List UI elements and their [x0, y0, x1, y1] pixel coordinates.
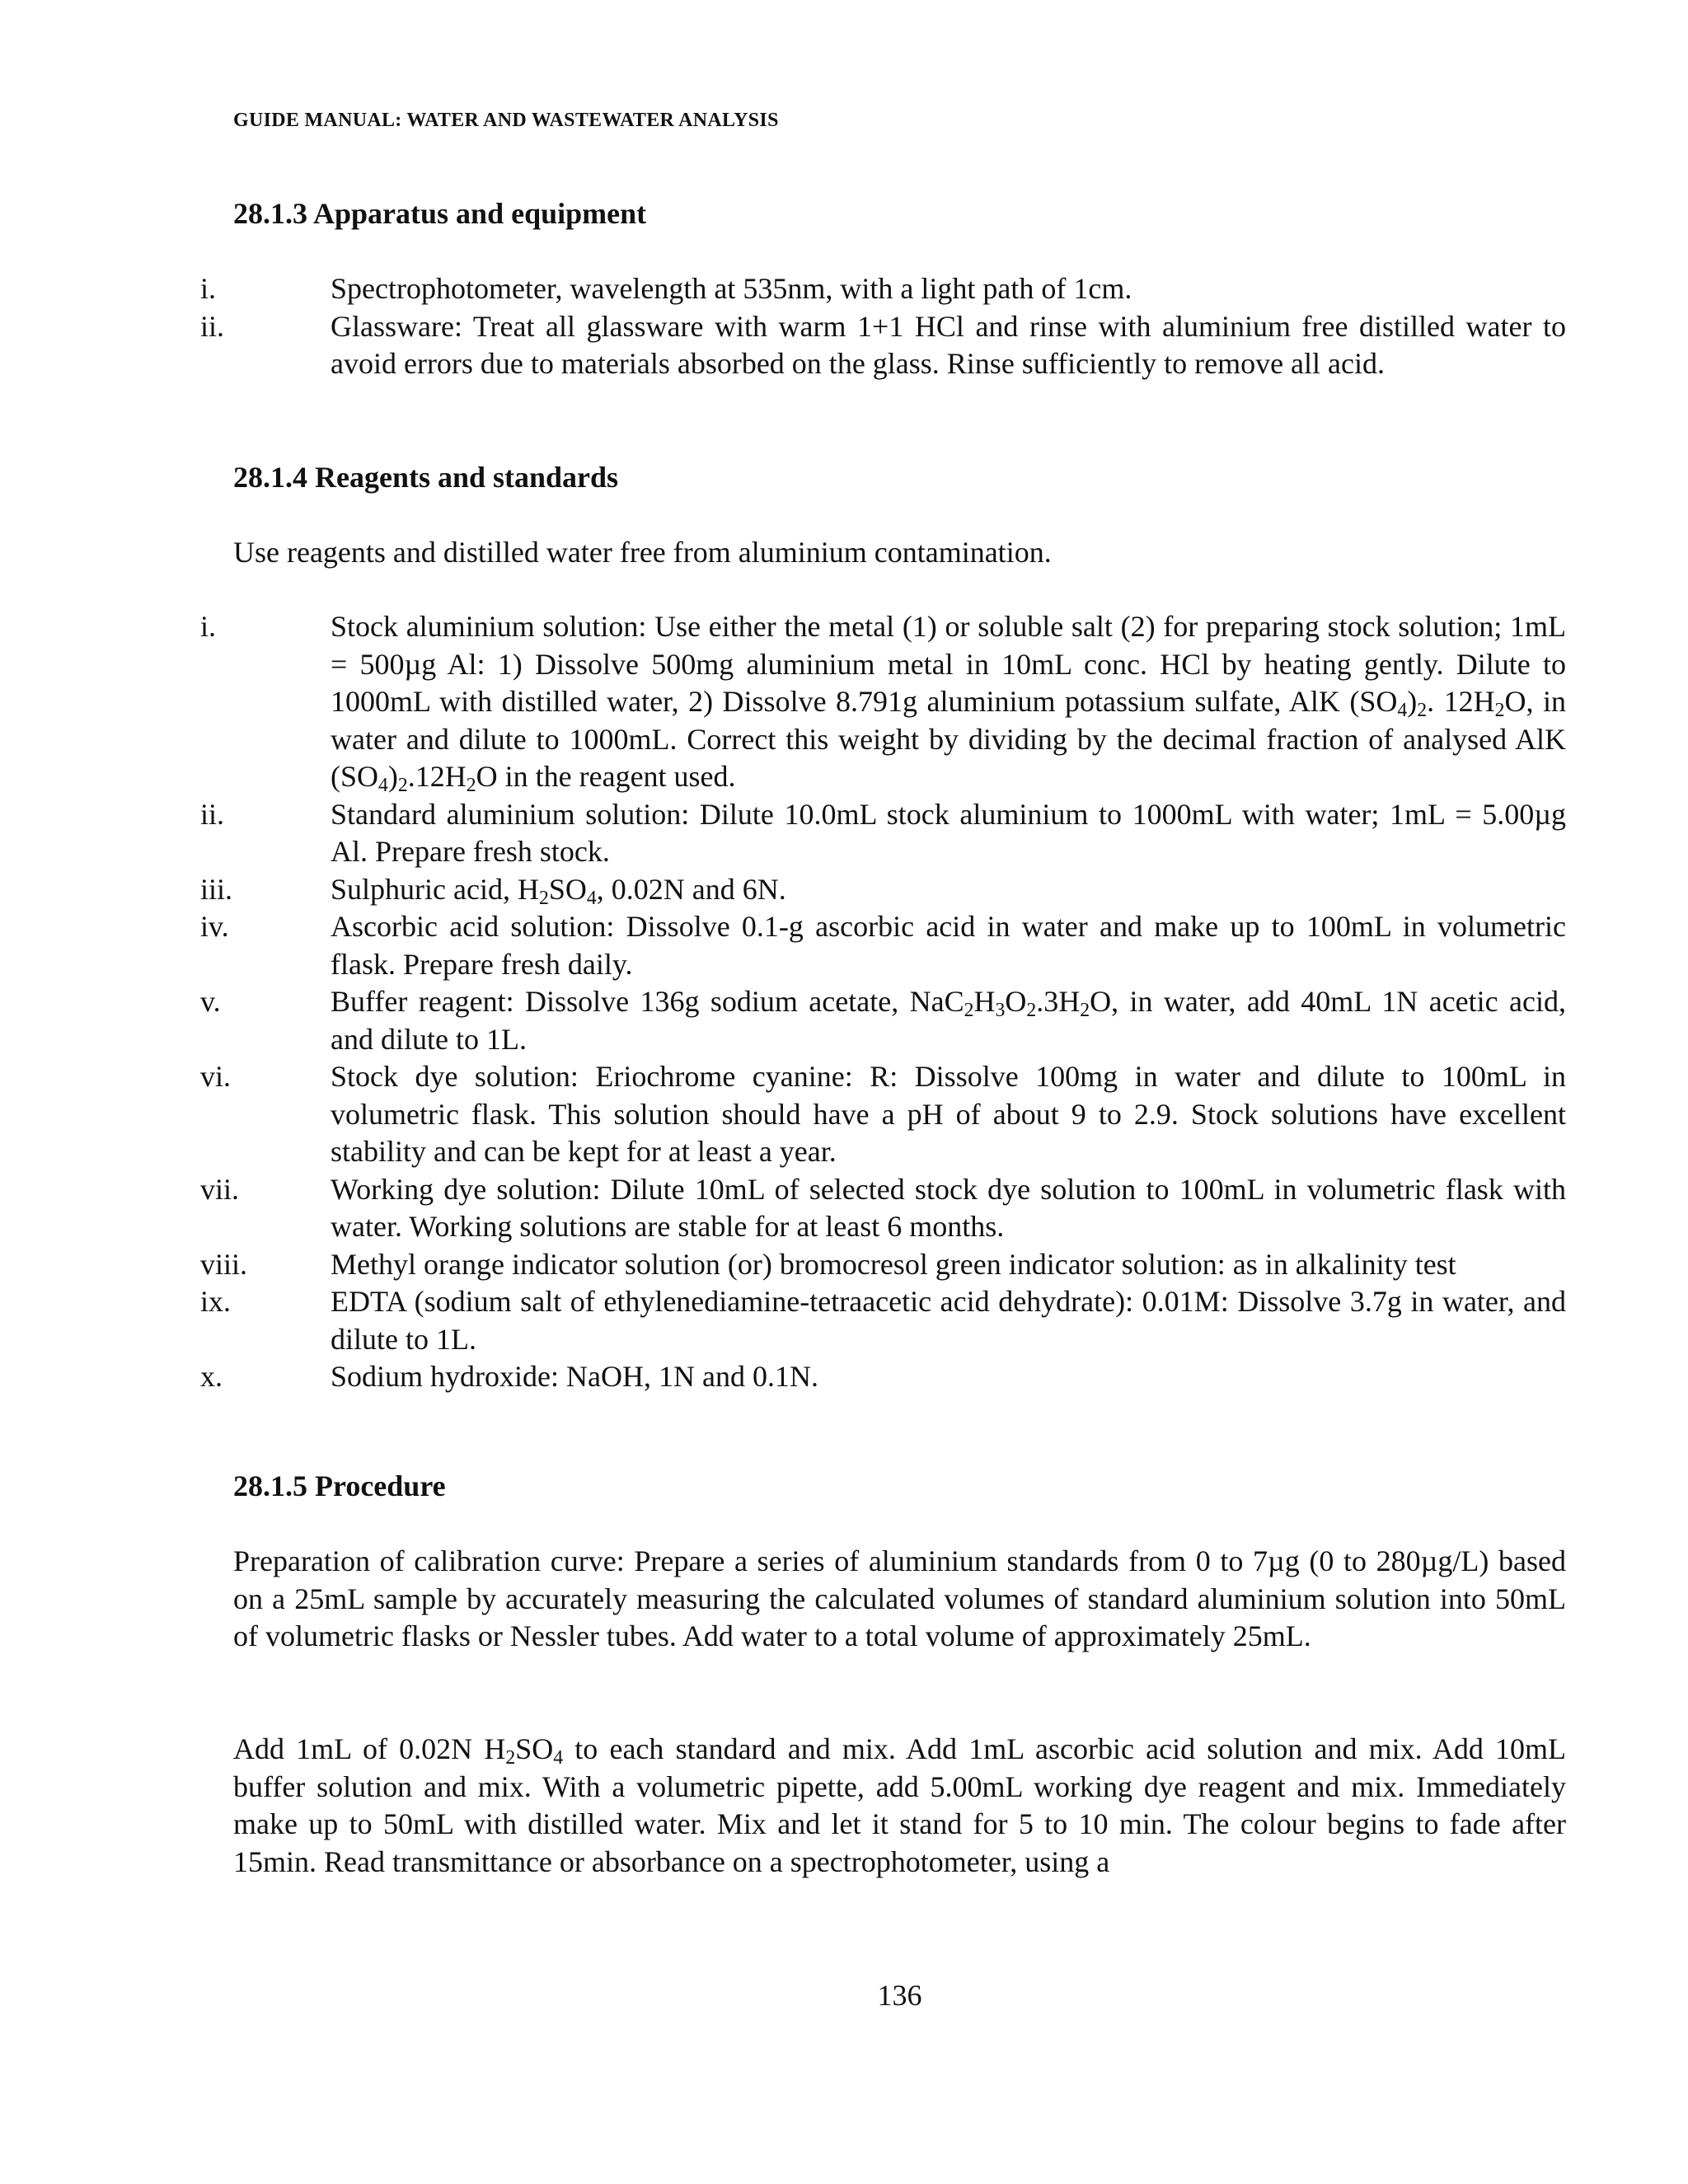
- list-number: viii.: [200, 1247, 248, 1281]
- list-number: iii.: [200, 872, 233, 906]
- list-text: Sulphuric acid, $H_2SO_4$, 0.02N and 6N.: [331, 872, 786, 909]
- reagents-intro: Use reagents and distilled water free from aluminium contamination.: [233, 536, 1052, 569]
- list-text: Standard aluminium solution: Dilute 10.0mL stock aluminium to 1000mL with water; 1mL = 5.00µg Al. Prepare fresh stock.: [331, 797, 1566, 868]
- list-text: Sodium hydroxide: NaOH, 1N and 0.1N.: [331, 1360, 818, 1393]
- section-heading-procedure: 28.1.5 Procedure: [233, 1469, 446, 1502]
- list-item: [200, 983, 1567, 1058]
- list-text: Methyl orange indicator solution (or) bromocresol green indicator solution: as in alkalinity test: [331, 1247, 1456, 1281]
- list-item: [200, 608, 1567, 796]
- procedure-paragraph-1: Preparation of calibration curve: Prepare a series of aluminium standards from 0 to 7µg (0 to 280µg/L) based on a 25mL sample by accurately measuring the calculated volumes of standard aluminium solution into 50mL of volumetric flasks or Nessler tubes. Add water to a total volume of approximately 25mL.: [233, 1544, 1566, 1652]
- section-heading-reagents: 28.1.4 Reagents and standards: [233, 461, 619, 494]
- list-item: [200, 1058, 1566, 1171]
- list-text: Spectrophotometer, wavelength at 535nm, with a light path of 1cm.: [331, 272, 1132, 305]
- list-item: [200, 270, 1566, 308]
- list-number: ix.: [200, 1285, 232, 1318]
- running-header: GUIDE MANUAL: WATER AND WASTEWATER ANALYSIS: [233, 110, 779, 131]
- list-text: Stock aluminium solution: Use either the metal (1) or soluble salt (2) for preparing stock solution; 1mL = 500µg Al: 1) Dissolve 500mg aluminium metal in 10mL conc. HCl by heating gently. Dilute to 1000mL with distilled water, 2) Dissolve 8.791g aluminium potassium sulfate, AlK $(SO_4)_2$. $12H_2O$, in water and dilute to 1000mL. Correct this weight by dividing by the decimal fraction of analysed AlK $(SO_4)_2.12H_2O$ in the reagent used.: [331, 610, 1567, 796]
- list-item: [200, 1283, 1566, 1358]
- list-number: ii.: [200, 797, 225, 831]
- list-number: vii.: [200, 1172, 240, 1206]
- reagents-list: [200, 608, 1567, 1396]
- list-text: Working dye solution: Dilute 10mL of selected stock dye solution to 100mL in volumetric flask with water. Working solutions are stable for at least 6 months.: [331, 1172, 1566, 1243]
- list-item: [200, 1171, 1566, 1246]
- section-heading-apparatus: 28.1.3 Apparatus and equipment: [233, 197, 647, 230]
- list-text: EDTA (sodium salt of ethylenediamine-tetraacetic acid dehydrate): 0.01M: Dissolve 3.7g in water, and dilute to 1L.: [331, 1285, 1566, 1356]
- list-item: [200, 1358, 1566, 1396]
- page-number: 136: [877, 1979, 922, 2012]
- list-number: v.: [200, 985, 221, 1018]
- procedure-paragraph-2: Add 1mL of 0.02N $H_2SO_4$ to each standard and mix. Add 1mL ascorbic acid solution and mix. Add 10mL buffer solution and mix. With a volumetric pipette, add 5.00mL working dye reagent and mix. Immediately make up to 50mL with distilled water. Mix and let it stand for 5 to 10 min. The colour begins to fade after 15min. Read transmittance or absorbance on a spectrophotometer, using a: [233, 1732, 1566, 1878]
- list-item: [200, 796, 1566, 871]
- list-number: i.: [200, 610, 217, 643]
- list-text: Stock dye solution: Eriochrome cyanine: R: Dissolve 100mg in water and dilute to 100mL in volumetric flask. This solution should have a pH of about 9 to 2.9. Stock solutions have excellent stability and can be kept for at least a year.: [331, 1060, 1566, 1168]
- list-number: ii.: [200, 309, 225, 343]
- list-number: vi.: [200, 1060, 232, 1093]
- list-item: [200, 1246, 1566, 1284]
- list-text: Glassware: Treat all glassware with warm 1+1 HCl and rinse with aluminium free distilled water to avoid errors due to materials absorbed on the glass. Rinse sufficiently to remove all acid.: [331, 309, 1566, 380]
- list-item: [200, 871, 1566, 909]
- list-text: Buffer reagent: Dissolve 136g sodium acetate, $NaC_2H_3O_2.3H_2O$, in water, add 40mL 1N acetic acid, and dilute to 1L.: [331, 985, 1567, 1056]
- list-item: [200, 308, 1566, 383]
- list-item: [200, 908, 1566, 983]
- list-number: x.: [200, 1360, 223, 1393]
- apparatus-list: [200, 270, 1566, 383]
- list-text: Ascorbic acid solution: Dissolve 0.1-g ascorbic acid in water and make up to 100mL in volumetric flask. Prepare fresh daily.: [331, 910, 1566, 981]
- list-number: i.: [200, 272, 217, 305]
- list-number: iv.: [200, 910, 229, 943]
